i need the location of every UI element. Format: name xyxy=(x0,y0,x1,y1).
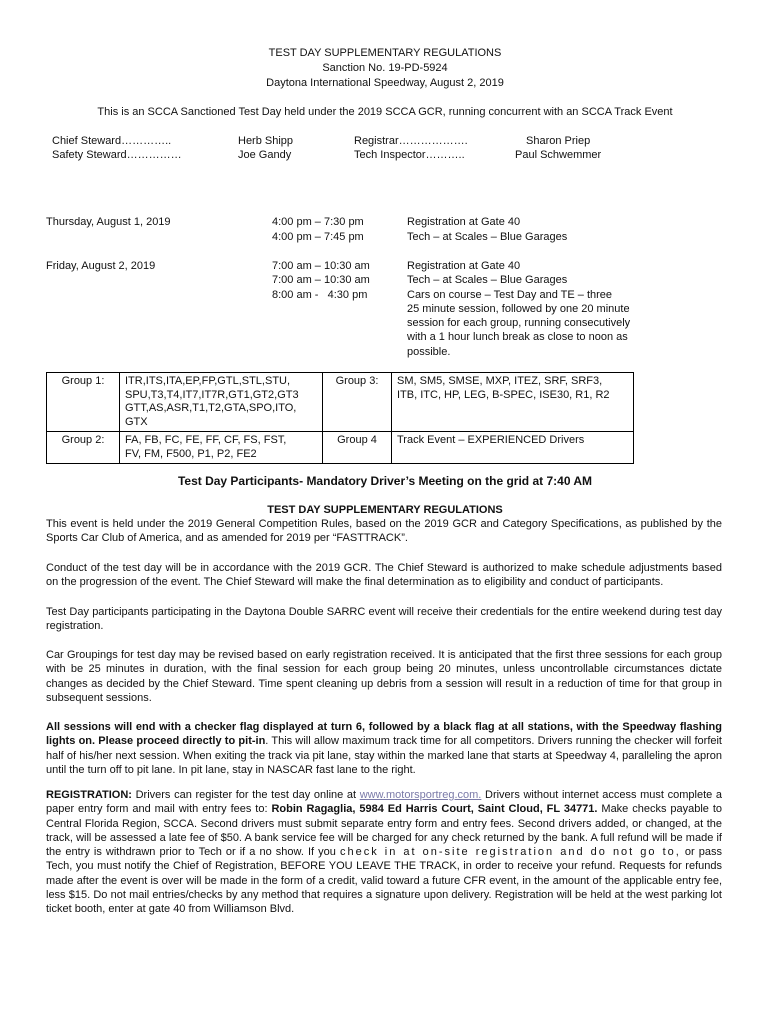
thursday-date: Thursday, August 1, 2019 xyxy=(46,216,171,228)
table-row xyxy=(47,373,634,432)
group-3-line: ITB, ITC, HP, LEG, B-SPEC, ISE30, R1, R2 xyxy=(397,388,610,401)
venue-date: Daytona International Speedway, August 2, 2019 xyxy=(266,77,504,89)
group-1-line: GTX xyxy=(125,415,148,428)
group-2-line: FV, FM, F500, P1, P2, FE2 xyxy=(125,447,257,460)
thursday-event-1: Registration at Gate 40 xyxy=(407,216,521,228)
group-1-label: Group 1: xyxy=(47,373,120,432)
group-2-label: Group 2: xyxy=(47,432,120,464)
regs-paragraph-5 xyxy=(46,720,722,777)
table-row xyxy=(47,432,634,464)
regs-paragraph-1: This event is held under the 2019 General Competition Rules, based on the 2019 GCR and Category Specifications, as published by the Sports Car Club of America, and as amended for 2019 per “FASTTRACK”. xyxy=(46,518,722,545)
group-3-classes xyxy=(392,373,634,432)
regs-title: TEST DAY SUPPLEMENTARY REGULATIONS xyxy=(267,504,503,516)
chief-steward-label: Chief Steward………….. xyxy=(52,135,172,147)
group-1-classes xyxy=(120,373,323,432)
checker-flag-bold-text: All sessions will end with a checker flag displayed at turn 6, followed by a black flag at all stations, with the Speedway flashing lights on. Please proceed directly to pit-in xyxy=(46,721,722,748)
group-2-line: FA, FB, FC, FE, FF, CF, FS, FST, xyxy=(125,434,287,446)
registrar-label: Registrar………………. xyxy=(354,135,468,147)
group-3-line: SM, SM5, SMSE, MXP, ITEZ, SRF, SRF3, xyxy=(397,375,603,387)
regs-paragraph-3: Test Day participants participating in the Daytona Double SARRC event will receive their credentials for the entire weekend during test day registration. xyxy=(46,606,722,633)
registration-text-c: Make checks payable to Central Florida Region, SCCA. Second drivers must submit separate entry form and entry fees. Second drivers added, or changed, at the track, will be assessed a late fee of $50. A bank service fee will be charged for any check returned by the bank. A full refund will be made if the entry is withdrawn prior to Tech or if a no show. If you xyxy=(46,803,723,859)
friday-event-7: possible. xyxy=(407,346,451,358)
registration-text-b: Drivers without internet access must complete a paper entry form and mail with entry fees to: xyxy=(46,789,723,816)
friday-time-2: 7:00 am – 10:30 am xyxy=(272,274,370,286)
registrar-name: Sharon Priep xyxy=(526,135,591,147)
friday-event-2: Tech – at Scales – Blue Garages xyxy=(407,274,568,286)
chief-steward-name: Herb Shipp xyxy=(238,135,294,147)
friday-time-3: 8:00 am - 4:30 pm xyxy=(272,289,368,301)
tech-inspector-name: Paul Schwemmer xyxy=(515,149,602,161)
doc-title: TEST DAY SUPPLEMENTARY REGULATIONS xyxy=(268,47,502,59)
mailing-address: Robin Ragaglia, 5984 Ed Harris Court, Saint Cloud, FL 34771. xyxy=(271,803,598,816)
friday-event-4: 25 minute session, followed by one 20 minute xyxy=(407,303,630,315)
sanction-number: Sanction No. 19-PD-5924 xyxy=(322,62,448,74)
groups-table xyxy=(46,372,634,464)
thursday-event-2: Tech – at Scales – Blue Garages xyxy=(407,231,568,243)
thursday-time-1: 4:00 pm – 7:30 pm xyxy=(272,216,364,228)
friday-event-5: session for each group, running consecutively xyxy=(407,317,631,329)
group-4-line: Track Event – EXPERIENCED Drivers xyxy=(397,434,585,446)
friday-date: Friday, August 2, 2019 xyxy=(46,260,156,272)
registration-text-d: or pass Tech, you must notify the Chief of Registration, BEFORE YOU LEAVE THE TRACK, in order to receive your refund. Requests for refunds made after the event is over will be made in the form of a credit, valid toward a future CFR event, in the amount of the applicable entry fee, less $15. Do not mail entries/checks by any method that requires a signature upon delivery. Registration will be held at the west parking lot ticket booth, enter at gate 40 from Williamson Blvd. xyxy=(46,846,722,916)
drivers-meeting-notice: Test Day Participants- Mandatory Driver’s Meeting on the grid at 7:40 AM xyxy=(177,474,593,488)
safety-steward-name: Joe Gandy xyxy=(238,149,292,161)
group-1-line: GTT,AS,ASR,T1,T2,GTA,SPO,ITO, xyxy=(125,402,297,414)
group-2-classes xyxy=(120,432,323,464)
tech-inspector-label: Tech Inspector……….. xyxy=(354,149,465,161)
intro-line: This is an SCCA Sanctioned Test Day held under the 2019 SCCA GCR, running concurrent with an SCCA Track Event xyxy=(97,106,673,118)
friday-event-3: Cars on course – Test Day and TE – three xyxy=(407,289,613,301)
friday-time-1: 7:00 am – 10:30 am xyxy=(272,260,370,272)
regs-paragraph-6 xyxy=(46,788,722,917)
thursday-time-2: 4:00 pm – 7:45 pm xyxy=(272,231,364,243)
checker-flag-text: . This will allow maximum track time for all competitors. Drivers running the checker will forfeit half of his/her next session. When exiting the track via pit lane, stay within the marked lane that starts at Speedway 4, paralleling the apron until the turn off to pit lane. In pit lane, stay in NASCAR fast lane to the right. xyxy=(46,735,722,776)
registration-text-a: Drivers can register for the test day online at xyxy=(131,789,360,801)
safety-steward-label: Safety Steward…………… xyxy=(52,149,182,161)
group-4-classes xyxy=(392,432,634,464)
friday-event-1: Registration at Gate 40 xyxy=(407,260,521,272)
regs-paragraph-4: Car Groupings for test day may be revised based on early registration received. It is anticipated that the first three sessions for each group with be 25 minutes in duration, with the final session for each group being 20 minutes, unless uncontrollable circumstances dictate changes as decided by the Chief Steward. Time spent cleaning up debris from a session will result in a reduction of time for that group in subsequent sessions. xyxy=(46,649,722,704)
friday-event-6: with a 1 hour lunch break as close to noon as xyxy=(407,331,628,343)
motorsportreg-link[interactable]: www.motorsportreg.com. xyxy=(359,789,482,801)
regs-paragraph-2: Conduct of the test day will be in accordance with the 2019 GCR. The Chief Steward is authorized to make schedule adjustments based on the progression of the event. The Chief Steward will make the final determination as to eligibility and conduct of participants. xyxy=(46,562,722,589)
group-4-label: Group 4 xyxy=(323,432,392,464)
registration-spaced-text: check in at on-site registration and do not go to, xyxy=(339,846,681,859)
group-3-label: Group 3: xyxy=(323,373,392,432)
group-1-line: SPU,T3,T4,IT7,IT7R,GT1,GT2,GT3 xyxy=(125,388,299,401)
group-1-line: ITR,ITS,ITA,EP,FP,GTL,STL,STU, xyxy=(125,375,291,387)
registration-label: REGISTRATION: xyxy=(46,789,132,801)
